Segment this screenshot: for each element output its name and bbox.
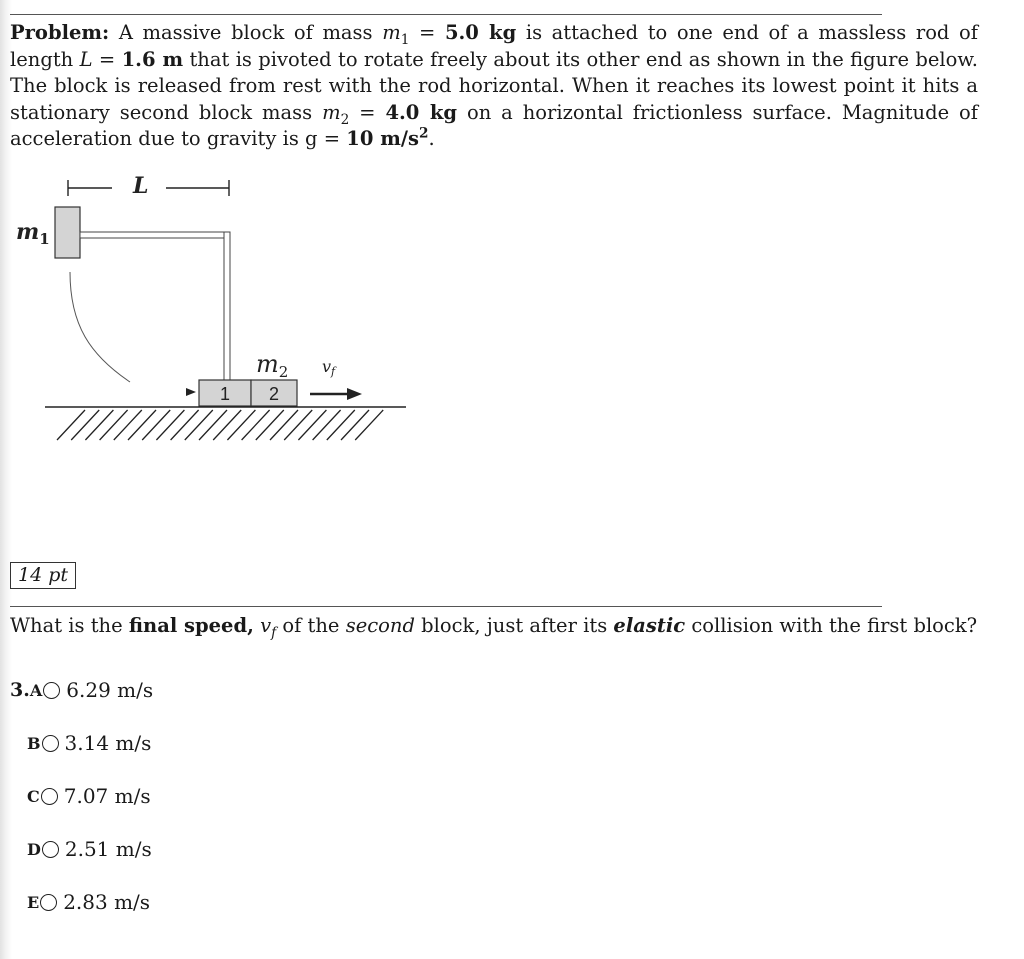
hatch-line	[142, 410, 170, 440]
question-bold: final speed,	[128, 614, 254, 637]
hatch-line	[114, 410, 142, 440]
m2-value: 4.0 kg	[385, 100, 458, 124]
answer-choice-d[interactable]	[27, 837, 152, 861]
vf-symbol: v	[260, 614, 272, 637]
hatch-line	[327, 410, 355, 440]
equals-sign: =	[409, 21, 445, 44]
m2-symbol: m	[322, 100, 341, 124]
radio-button[interactable]	[41, 788, 58, 805]
answer-choice-b[interactable]	[27, 731, 151, 755]
block1-arrowhead	[186, 388, 196, 396]
answer-choice-e[interactable]	[27, 890, 150, 914]
equals-sign: =	[323, 127, 347, 150]
physics-diagram	[0, 160, 420, 450]
length-dimension	[68, 180, 229, 196]
hatch-line	[85, 410, 113, 440]
hatch-line	[71, 410, 99, 440]
points-badge: 14 pt	[10, 562, 76, 589]
hatch-line	[242, 410, 270, 440]
block-2-label: 2	[268, 384, 280, 404]
choice-letter: C	[27, 786, 40, 806]
question-number: 3.	[10, 679, 30, 701]
hatch-line	[128, 410, 156, 440]
problem-statement	[10, 20, 978, 153]
hatch-line	[341, 410, 369, 440]
equals-sign: =	[92, 47, 122, 71]
problem-text: .	[428, 127, 435, 150]
radio-button[interactable]	[42, 735, 59, 752]
m1-symbol: m	[382, 21, 401, 44]
radio-button[interactable]	[43, 682, 60, 699]
m1-label-subscript: 1	[39, 230, 50, 248]
answer-choice-c[interactable]	[27, 784, 151, 808]
hatch-line	[355, 410, 383, 440]
hatch-line	[213, 410, 241, 440]
length-label: L	[133, 173, 149, 199]
hatch-line	[227, 410, 255, 440]
hatch-line	[313, 410, 341, 440]
question-bold-italic: elastic	[613, 614, 686, 637]
hatch-line	[156, 410, 184, 440]
vf-label-subscript: f	[331, 365, 336, 378]
block-m1-initial	[55, 207, 80, 258]
choice-text: 6.29 m/s	[66, 678, 154, 702]
vf-label-text: v	[322, 357, 332, 376]
hatch-line	[298, 410, 326, 440]
m1-subscript: 1	[400, 31, 410, 48]
m2-label-subscript: 2	[278, 363, 289, 381]
question-part: collision with the first block?	[685, 614, 978, 637]
problem-text: that is pivoted to rotate freely about its other end as shown in the figure below. The block is released from rest with the rod horizontal. When it reaches its lowest point it hits a stationary second block mass	[10, 47, 978, 124]
choice-letter: D	[27, 839, 41, 859]
question-text	[10, 614, 978, 641]
problem-label: Problem:	[10, 21, 110, 44]
g-value-text: 10 m/s	[346, 127, 419, 150]
m2-label-text: m	[256, 350, 279, 378]
choice-letter: A	[29, 680, 43, 700]
problem-text: is attached to one end of a massless rod of length	[10, 21, 978, 71]
radio-button[interactable]	[42, 841, 59, 858]
velocity-arrow	[310, 388, 362, 400]
m1-label-text: m	[16, 219, 40, 245]
equals-sign: =	[349, 100, 386, 124]
block-1-label: 1	[219, 384, 231, 404]
choice-letter: B	[27, 733, 41, 753]
question-part: What is the	[10, 614, 129, 637]
swing-path-arc	[70, 272, 130, 382]
hatch-line	[270, 410, 298, 440]
hatch-line	[256, 410, 284, 440]
question-italic: second	[345, 614, 415, 637]
hatch-line	[100, 410, 128, 440]
choice-text: 2.83 m/s	[63, 890, 151, 914]
g-exponent: 2	[418, 125, 429, 142]
hatch-line	[171, 410, 199, 440]
hatch-line	[284, 410, 312, 440]
top-rule	[10, 14, 882, 15]
choice-text: 3.14 m/s	[64, 731, 152, 755]
choice-text: 2.51 m/s	[64, 837, 152, 861]
m1-label	[16, 219, 50, 248]
m2-label	[256, 350, 288, 381]
g-value	[346, 127, 428, 150]
hatch-line	[199, 410, 227, 440]
m2-subscript: 2	[340, 111, 350, 128]
problem-text: on a horizontal frictionless surface. Magnitude of acceleration due to gravity is g	[10, 100, 978, 150]
choice-text: 7.07 m/s	[63, 784, 151, 808]
hatch-line	[185, 410, 213, 440]
rod	[80, 232, 230, 380]
vf-label	[322, 357, 337, 378]
answer-choice-a[interactable]	[10, 678, 153, 702]
question-part: of the	[276, 614, 346, 637]
hatch-line	[57, 410, 85, 440]
m1-value: 5.0 kg	[444, 21, 517, 44]
problem-text: A massive block of mass	[109, 21, 383, 44]
vf-subscript: f	[271, 624, 277, 641]
L-value: 1.6 m	[121, 47, 184, 71]
radio-button[interactable]	[40, 894, 57, 911]
L-symbol: L	[79, 47, 93, 71]
choice-letter: E	[27, 892, 40, 912]
question-rule	[10, 606, 882, 607]
ground-hatching	[57, 410, 383, 440]
question-part: block, just after its	[414, 614, 614, 637]
